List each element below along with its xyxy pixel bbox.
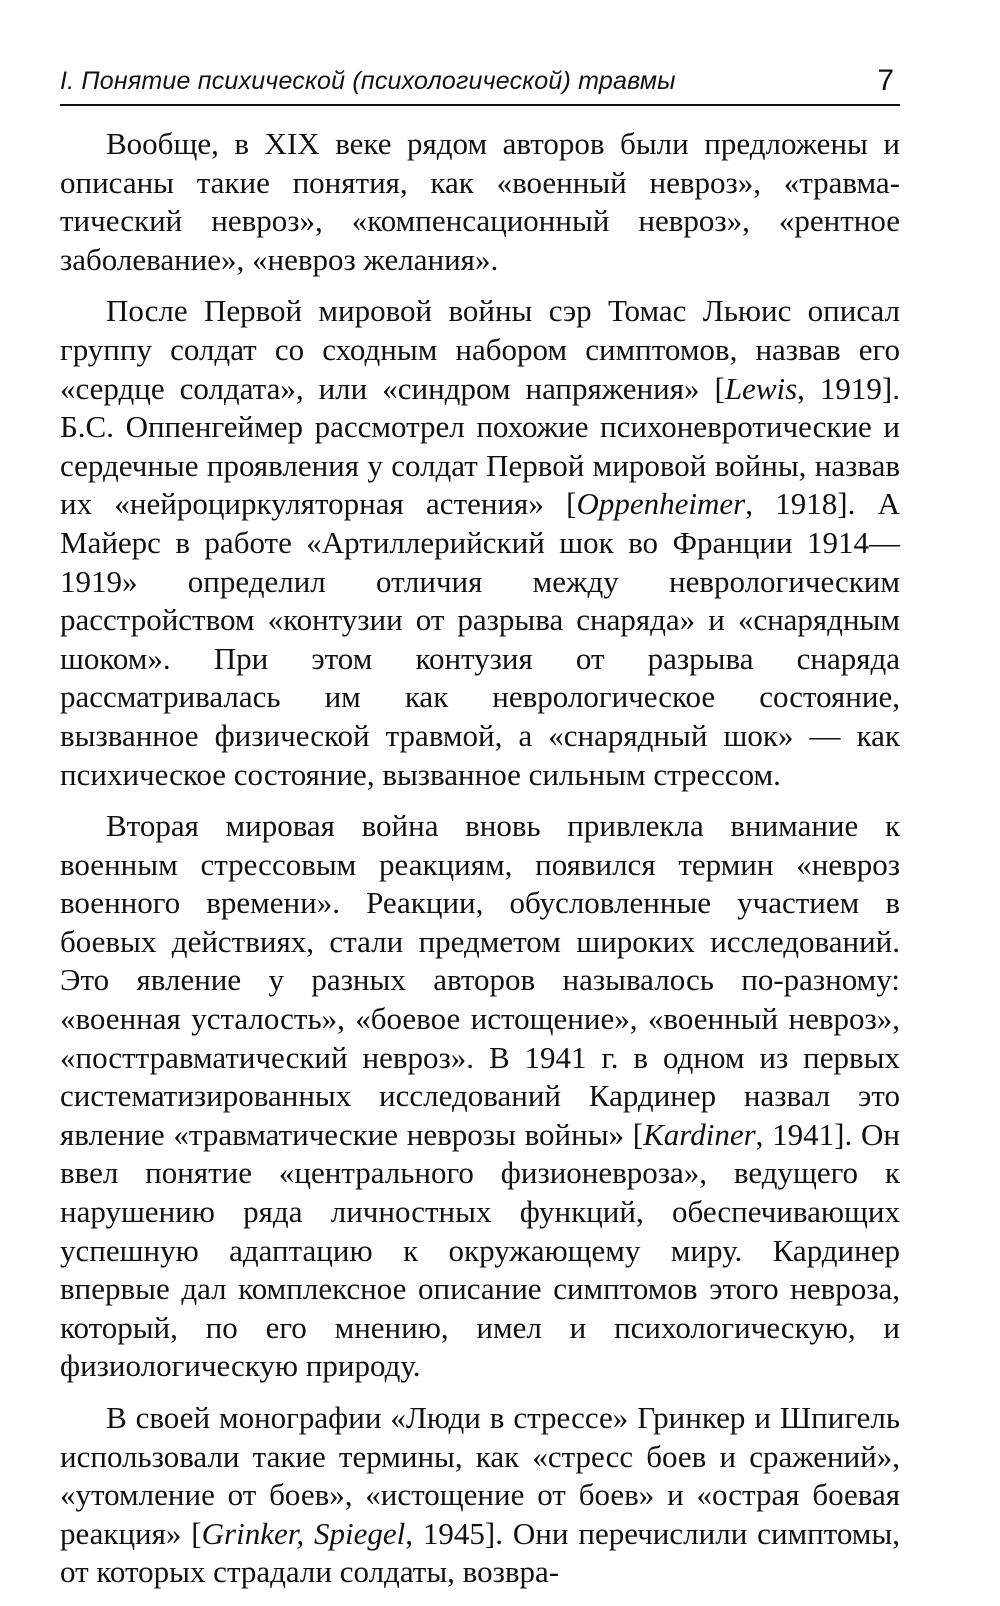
paragraph-text: Вторая мировая война вновь привлекла внимание к военным стрессовым реакциям, появился термин «невроз военного времени». Реакции, обусловленные участием в боевых действиях, стали предметом широких исследований. Это явление у разных авторов называлось по-разному: «военная усталость», «боевое истощение», «военный невроз», «посттравматический невроз». В 1941 г. в одном из первых систематизированных исследований Кардинер назвал это явление «травматические неврозы войны» [ (60, 808, 900, 1152)
page-number: 7 (877, 64, 894, 97)
paragraph-4 (60, 1399, 900, 1592)
paragraph-text: После Первой мировой войны сэр Томас Льюис описал группу солдат со сходным набором симптомов, назвав его «сердце солдата», или «синдром напряжения» [ (60, 293, 900, 406)
paragraph-text: , 1941]. Он ввел понятие «центрального физионевроза», ведущего к нарушению ряда личностных функций, обеспечивающих успешную адаптацию к окружающему миру. Кардинер впервые дал комплексное описание симптомов этого невроза, который, по его мнению, имел и психологическую, и физиологическую природу. (60, 1116, 900, 1384)
paragraph-text: , 1919]. Б.С. Оппенгеймер рассмотрел похожие психоневротические и сердечные проявления у солдат Первой мировой войны, назвав их «нейроциркуляторная астения» [ (60, 370, 900, 522)
paragraph-2 (60, 292, 900, 794)
citation-author: Oppenheimer (576, 486, 746, 522)
body-text (60, 125, 900, 1592)
running-header (60, 56, 900, 106)
running-title: I. Понятие психической (психологической) травмы (60, 67, 676, 95)
citation-author: Lewis (724, 370, 798, 406)
paragraph-text: Вообще, в XIX веке рядом авторов были предложены и описаны такие понятия, как «военный невроз», «травматический невроз», «компенсационный невроз», «рентное заболевание», «невроз желания». (60, 126, 900, 277)
paragraph-3 (60, 807, 900, 1386)
citation-author: Grinker, Spiegel (201, 1515, 406, 1551)
paragraph-1 (60, 125, 900, 279)
paragraph-text: , 1945]. Они перечислили симптомы, от которых страдали солдаты, возвра- (60, 1515, 900, 1590)
paragraph-text: В своей монографии «Люди в стрессе» Гринкер и Шпигель использовали такие термины, как «стресс боев и сражений», «утомление от боев», «истощение от боев» и «острая боевая реакция» [ (60, 1400, 900, 1551)
citation-author: Kardiner (643, 1116, 756, 1152)
paragraph-text: , 1918]. А Майерс в работе «Артиллерийский шок во Франции 1914—1919» определил отличия между неврологическим расстройством «контузии от разрыва снаряда» и «снарядным шоком». При этом контузия от разрыва снаряда рассматривалась им как неврологическое состояние, вызванное физической травмой, а «снарядный шок» — как психическое состояние, вызванное сильным стрессом. (60, 486, 901, 792)
